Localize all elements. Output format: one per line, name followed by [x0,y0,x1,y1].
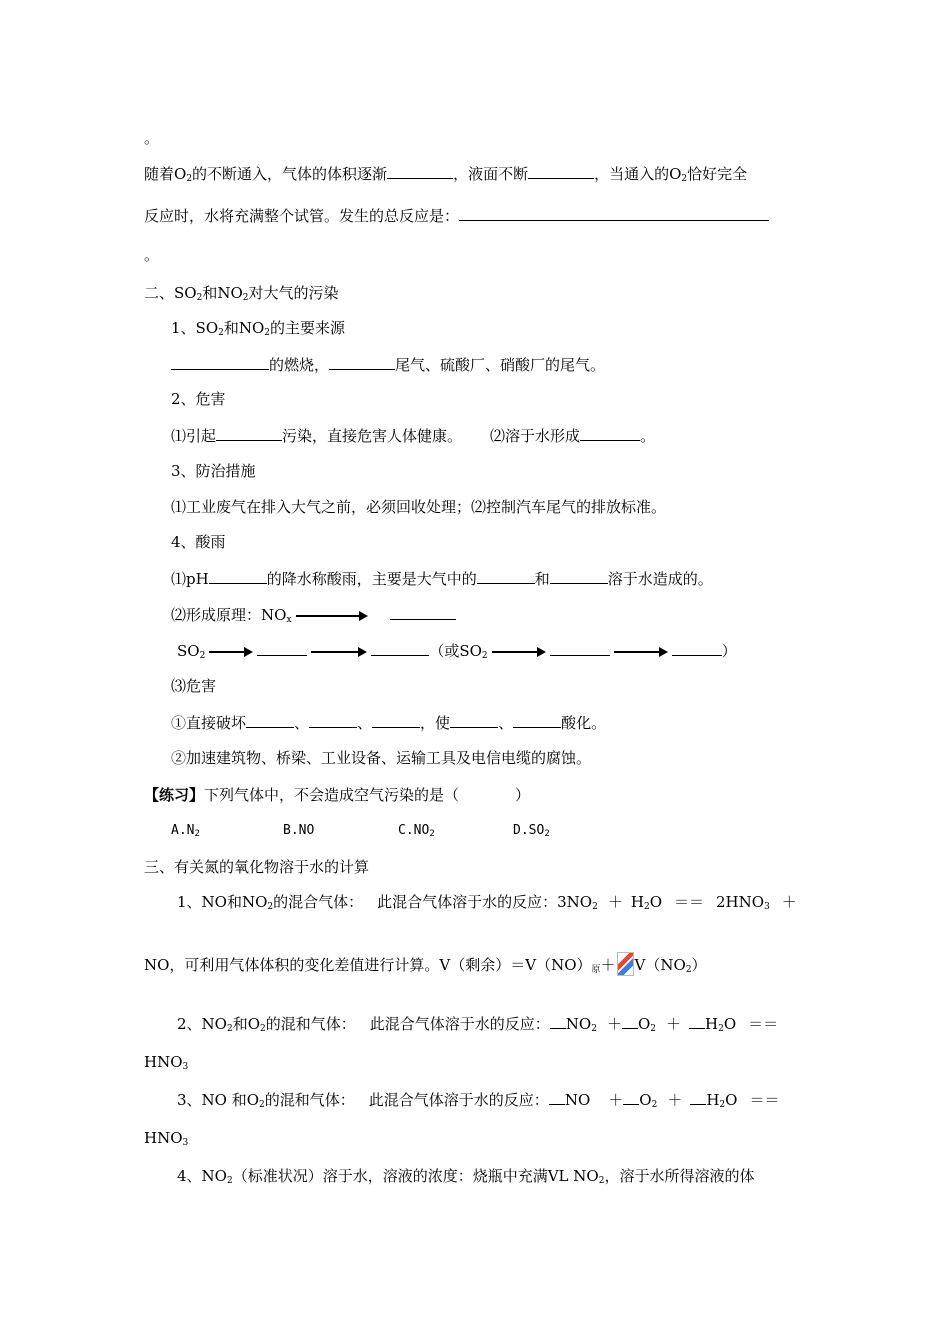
answer-blank[interactable] [329,354,395,370]
section-heading: 三、有关氮的氧化物溶于水的计算 [144,858,370,876]
answer-blank[interactable] [477,568,535,584]
option-b[interactable]: B.NO [283,823,315,838]
option-d[interactable]: $D.SO_2$ [513,823,550,839]
arrow-icon [614,647,668,657]
subheading: 4、酸雨 [171,533,226,551]
text-line: ⑵形成原理：$NO_x$ [171,604,456,625]
answer-blank[interactable] [171,354,269,370]
answer-blank[interactable] [623,1089,639,1105]
answer-blank[interactable] [450,712,498,728]
arrow-icon [492,647,546,657]
answer-blank[interactable] [550,640,610,656]
answer-blank[interactable] [209,568,267,584]
answer-blank[interactable] [622,1013,638,1029]
answer-blank[interactable] [689,1013,705,1029]
text-line: ⑴引起 污染，直接危害人体健康。 ⑵溶于水形成 。 [171,427,656,445]
answer-blank[interactable] [513,712,561,728]
text-line: $HNO_3$ [144,1053,189,1072]
answer-blank[interactable] [309,712,357,728]
option-a[interactable]: $A.N_2$ [171,823,200,839]
text-line: ②加速建筑物、桥梁、工业设备、运输工具及电信电缆的腐蚀。 [171,749,592,767]
answer-blank[interactable] [371,640,429,656]
option-c[interactable]: $C.NO_2$ [398,823,435,839]
text-line: $HNO_3$ [144,1129,189,1148]
answer-blank[interactable] [528,163,594,179]
answer-blank[interactable] [549,1089,565,1105]
answer-blank[interactable] [216,425,282,441]
period-mark: 。 [144,246,160,264]
text-line: 4、$NO_2$（标准状况）溶于水，溶液的浓度：烧瓶中充满VL $NO_2$，溶于水所得溶液的体 [177,1167,755,1186]
arrow-icon [311,647,367,657]
text-line: 1、NO和$NO_2$的混合气体： 此混合气体溶于水的反应：$3NO_2 + H_2O == 2HNO_3$ ＋ [177,893,797,912]
text-line: ⑶危害 [171,677,217,695]
answer-blank[interactable] [387,163,453,179]
text-line: 的燃烧， 尾气、硫酸厂、硝酸厂的尾气。 [171,354,605,375]
arrow-icon [296,611,368,621]
text-line: ⑴工业废气在排入大气之前，必须回收处理；⑵控制汽车尾气的排放标准。 [171,498,667,516]
text-line: ⑴pH 的降水称酸雨，主要是大气中的 和 溶于水造成的。 [171,570,713,588]
text-line: ①直接破坏 、 、 ，使 、 酸化。 [171,714,607,732]
answer-blank[interactable] [690,1089,706,1105]
text-line: 反应时，水将充满整个试管。发生的总反应是： [144,205,769,226]
answer-blank[interactable] [672,640,722,656]
answer-blank[interactable] [372,712,420,728]
text-line: 随着$O_2$的不断通入，气体的体积逐渐 ，液面不断 ，当通入的$O_2$恰好完全 [144,165,748,184]
answer-blank[interactable] [459,205,769,221]
subheading: 1、$SO_2$和$NO_2$的主要来源 [171,319,346,338]
text-line: 3、NO 和$O_2$的混和气体： 此混合气体溶于水的反应： NO ＋ $O_2 + H_2O$ ＝＝ [177,1091,780,1110]
exercise-question: 【练习】下列气体中，不会造成空气污染的是（ ） [144,786,531,804]
text-line: $SO_2$ （或$SO_2$ ） [177,642,737,661]
answer-blank[interactable] [580,425,640,441]
answer-blank[interactable] [246,712,294,728]
answer-blank[interactable] [550,568,608,584]
answer-blank[interactable] [257,640,307,656]
period-mark: 。 [144,129,160,147]
inline-image-icon [617,952,634,976]
text-line: 2、$NO_2$和$O_2$的混和气体： 此混合气体溶于水的反应： $NO_2 + O_2 + H_2O$ ＝＝ [177,1015,779,1034]
section-heading: 二、$SO_2$和$NO_2$对大气的污染 [144,284,339,303]
text-line: NO，可利用气体体积的变化差值进行计算。V（剩余）$=V(NO)_原+ V(NO_2)$ [144,952,707,976]
subheading: 3、防治措施 [171,462,256,480]
answer-blank[interactable] [550,1013,566,1029]
arrow-icon [209,647,253,657]
subheading: 2、危害 [171,390,226,408]
answer-blank[interactable] [390,604,456,620]
